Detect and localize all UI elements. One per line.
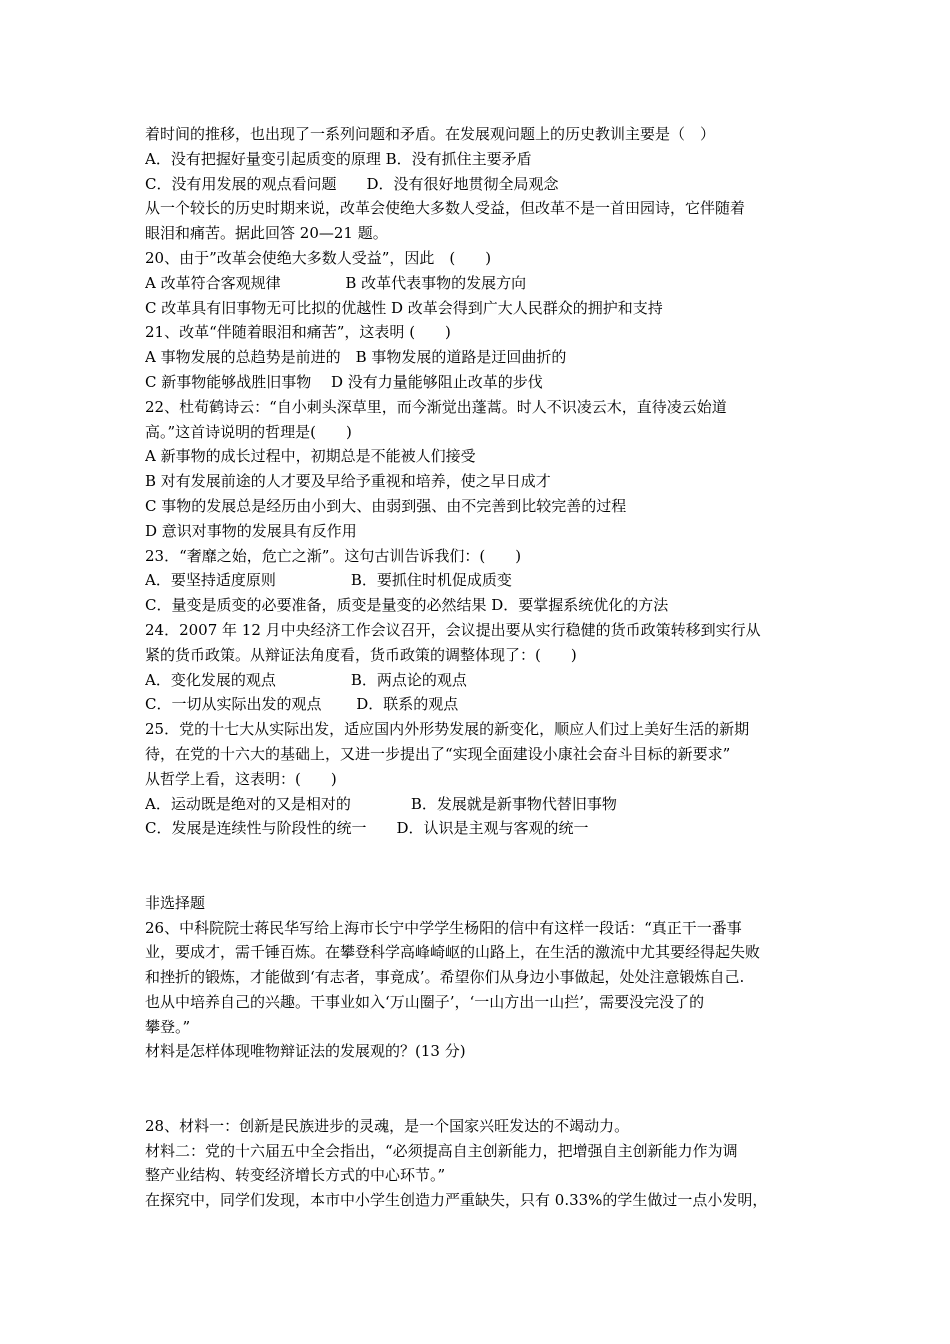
question-28-materials [145, 1114, 820, 1213]
text-line: 高。”这首诗说明的哲理是( ) [145, 422, 352, 441]
text-line: 材料二：党的十六届五中全会指出，“必须提高自主创新能力，把增强自主创新能力作为调 [145, 1141, 738, 1160]
text-line: 20、由于”改革会使绝大多数人受益”，因此 ( ) [145, 248, 492, 267]
text-line: A．要坚持适度原则 B．要抓住时机促成质变 [145, 571, 512, 590]
text-line: 23．“奢靡之始，危亡之渐”。这句古训告诉我们：( ) [145, 546, 522, 565]
text-line: C．没有用发展的观点看问题 D．没有很好地贯彻全局观念 [145, 174, 559, 193]
questions-multiple-choice [145, 122, 820, 841]
text-line: 24．2007 年 12 月中央经济工作会议召开，会议提出要从实行稳健的货币政策转移到实行从 [145, 620, 761, 639]
text-line: 着时间的推移，也出现了一系列问题和矛盾。在发展观问题上的历史教训主要是（ ） [145, 125, 716, 143]
text-line: B 对有发展前途的人才要及早给予重视和培养，使之早日成才 [145, 472, 551, 491]
text-line: A．变化发展的观点 B．两点论的观点 [145, 670, 467, 689]
text-line: 在探究中，同学们发现，本市中小学生创造力严重缺失，只有 0.33%的学生做过一点小发明， [145, 1191, 768, 1210]
text-line: 从一个较长的历史时期来说，改革会使绝大多数人受益，但改革不是一首田园诗，它伴随着 [145, 199, 746, 218]
text-line: A 改革符合客观规律 B 改革代表事物的发展方向 [145, 273, 527, 292]
text-line: A．没有把握好量变引起质变的原理 B．没有抓住主要矛盾 [145, 149, 532, 168]
text-line: 从哲学上看，这表明：( ) [145, 769, 337, 788]
text-line: C．发展是连续性与阶段性的统一 D．认识是主观与客观的统一 [145, 819, 589, 838]
section-spacer [145, 841, 820, 891]
text-line: 25．党的十七大从实际出发，适应国内外形势发展的新变化，顺应人们过上美好生活的新期 [145, 720, 750, 739]
text-line: 非选择题 [145, 893, 206, 912]
text-line: 业，要成才，需千锤百炼。在攀登科学高峰崎岖的山路上，在生活的激流中尤其要经得起失败 [145, 943, 761, 962]
text-line: 整产业结构、转变经济增长方式的中心环节。” [145, 1166, 446, 1185]
questions-non-choice [145, 891, 820, 1065]
text-line: D 意识对事物的发展具有反作用 [145, 521, 357, 540]
text-line: C 改革具有旧事物无可比拟的优越性 D 改革会得到广大人民群众的拥护和支持 [145, 298, 663, 317]
text-line: 21、改革“伴随着眼泪和痛苦”，这表明 ( ) [145, 323, 451, 342]
text-line: A．运动既是绝对的又是相对的 B．发展就是新事物代替旧事物 [145, 794, 617, 813]
section-spacer [145, 1064, 820, 1114]
text-line: 28、材料一：创新是民族进步的灵魂，是一个国家兴旺发达的不竭动力。 [145, 1116, 630, 1135]
text-line: C．一切从实际出发的观点 D．联系的观点 [145, 695, 459, 714]
text-line: 26、中科院院士蒋民华写给上海市长宁中学学生杨阳的信中有这样一段话：“真正干一番事 [145, 918, 742, 937]
text-line: 攀登。” [145, 1017, 191, 1036]
text-line: A 新事物的成长过程中，初期总是不能被人们接受 [145, 447, 476, 466]
document-body [145, 122, 820, 1213]
text-line: 材料是怎样体现唯物辩证法的发展观的？(13 分) [145, 1042, 466, 1061]
text-line: A 事物发展的总趋势是前进的 B 事物发展的道路是迂回曲折的 [145, 348, 567, 367]
text-line: 眼泪和痛苦。据此回答 20—21 题。 [145, 224, 388, 243]
text-line: C 事物的发展总是经历由小到大、由弱到强、由不完善到比较完善的过程 [145, 496, 627, 515]
text-line: C 新事物能够战胜旧事物 D 没有力量能够阻止改革的步伐 [145, 372, 543, 391]
text-line: 紧的货币政策。从辩证法角度看，货币政策的调整体现了：( ) [145, 645, 577, 664]
text-line: 待，在党的十六大的基础上，又进一步提出了“实现全面建设小康社会奋斗目标的新要求” [145, 744, 731, 763]
text-line: 22、杜荀鹤诗云：“自小刺头深草里，而今渐觉出蓬蒿。时人不识凌云木，直待凌云始道 [145, 397, 727, 416]
text-line: 和挫折的锻炼，才能做到‘有志者，事竟成’。希望你们从身边小事做起，处处注意锻炼自己. [145, 968, 745, 987]
text-line: C．量变是质变的必要准备，质变是量变的必然结果 D．要掌握系统优化的方法 [145, 596, 669, 615]
text-line: 也从中培养自己的兴趣。干事业如入‘万山圈子’，‘一山方出一山拦’，需要没完没了的 [145, 992, 705, 1011]
